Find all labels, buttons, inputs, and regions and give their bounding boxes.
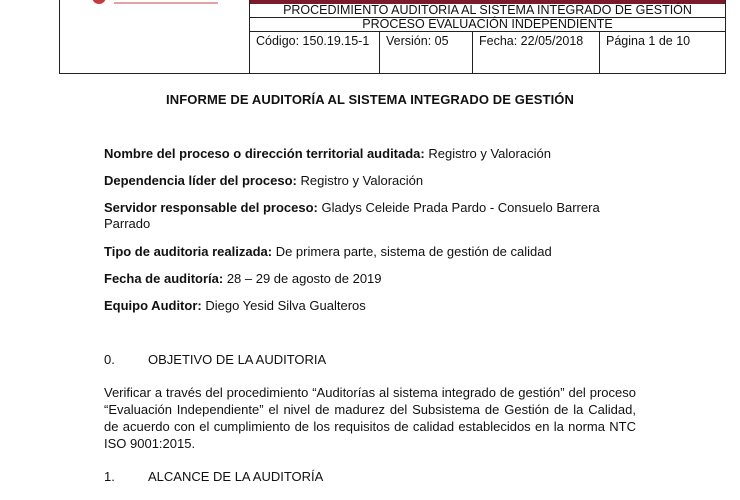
field-label: Fecha de auditoría: <box>104 271 224 286</box>
section-heading-objetivo <box>104 352 326 367</box>
header-process-title: PROCESO EVALUACIÓN INDEPENDIENTE <box>250 18 725 32</box>
field-value: Diego Yesid Silva Gualteros <box>201 298 366 313</box>
header-version: Versión: 05 <box>380 32 473 74</box>
field-servidor <box>104 200 640 232</box>
objective-paragraph: Verificar a través del procedimiento “Auditorías al sistema integrado de gestión” del proceso “Evaluación Independiente” el nivel de madurez del Subsistema de Gestión de la Calidad, de acuerdo con el cumplimiento de los requisitos de calidad establecidos en la norma NTC ISO 9001:2015. <box>104 385 636 451</box>
field-nombre-proceso <box>104 146 644 162</box>
header-codigo: Código: 150.19.15-1 <box>250 32 380 74</box>
logo-cell <box>60 0 250 74</box>
header-procedure-title: PROCEDIMIENTO AUDITORIA AL SISTEMA INTEGRADO DE GESTIÓN <box>250 4 725 18</box>
report-title: INFORME DE AUDITORÍA AL SISTEMA INTEGRADO DE GESTIÓN <box>166 92 574 107</box>
field-value: 28 – 29 de agosto de 2019 <box>223 271 382 286</box>
logo-icon <box>92 0 106 4</box>
header-pagina: Página 1 de 10 <box>606 34 691 48</box>
field-tipo-auditoria <box>104 244 644 260</box>
field-equipo-auditor <box>104 298 644 314</box>
document-header-table <box>59 0 726 74</box>
section-number: 1. <box>104 469 115 484</box>
field-value: Registro y Valoración <box>424 146 551 161</box>
field-dependencia <box>104 173 644 189</box>
logo-underline <box>114 2 218 4</box>
field-label: Dependencia líder del proceso: <box>104 173 297 188</box>
section-number: 0. <box>104 352 115 367</box>
header-fecha: Fecha: 22/05/2018 <box>473 32 600 74</box>
field-label: Equipo Auditor: <box>104 298 202 313</box>
field-value: Gladys Celeide Prada Pardo - Consuelo Barrera Parrado <box>104 200 600 231</box>
field-value: Registro y Valoración <box>296 173 424 188</box>
header-meta-row <box>250 32 725 74</box>
section-title: OBJETIVO DE LA AUDITORIA <box>148 352 327 367</box>
field-label: Servidor responsable del proceso: <box>104 200 318 215</box>
field-value: De primera parte, sistema de gestión de calidad <box>272 244 552 259</box>
section-heading-alcance <box>104 469 323 484</box>
section-title: ALCANCE DE LA AUDITORÍA <box>148 469 324 484</box>
field-fecha-auditoria <box>104 271 644 287</box>
field-label: Tipo de auditoria realizada: <box>104 244 273 259</box>
field-label: Nombre del proceso o dirección territorial auditada: <box>104 146 425 161</box>
